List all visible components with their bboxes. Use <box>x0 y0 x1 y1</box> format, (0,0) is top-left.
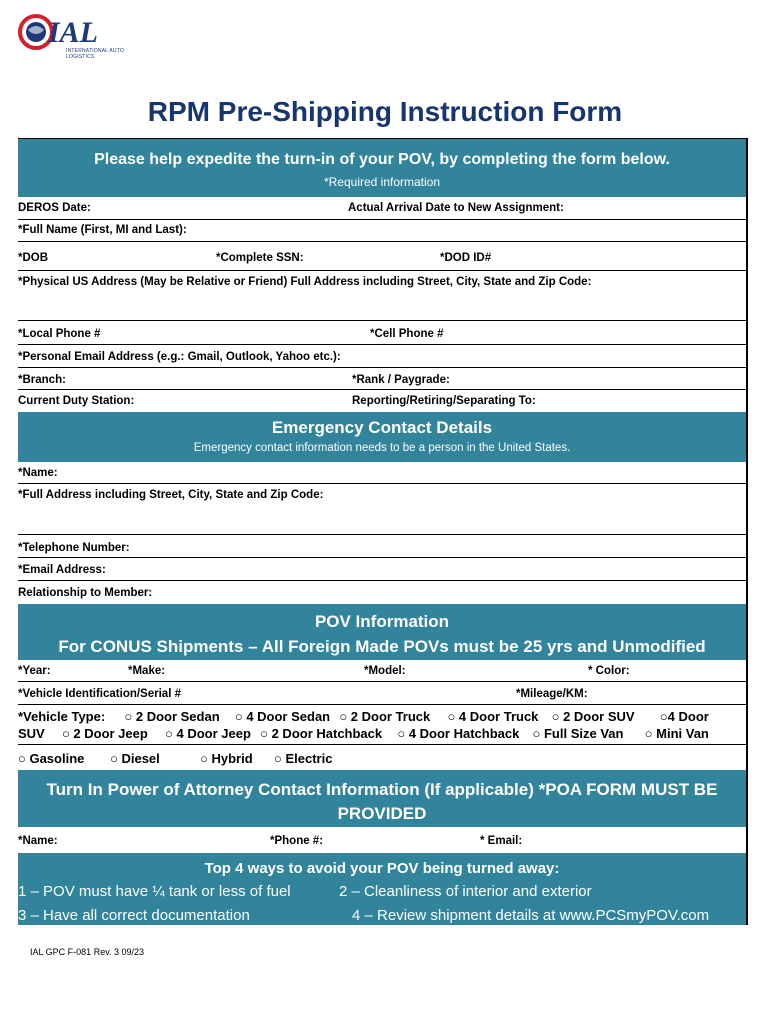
type-4-door-truck[interactable]: ○ 4 Door Truck <box>447 709 539 724</box>
deros-label: DEROS Date: <box>18 202 91 214</box>
fuel-hybrid[interactable]: ○ Hybrid <box>200 751 253 766</box>
emergency-phone-label: *Telephone Number: <box>18 542 130 554</box>
type-2-door-sedan[interactable]: ○ 2 Door Sedan <box>124 709 220 724</box>
poa-title-line-2: PROVIDED <box>337 804 427 823</box>
arrival-label: Actual Arrival Date to New Assignment: <box>348 202 564 214</box>
dob-label: *DOB <box>18 252 49 264</box>
row-email <box>18 345 746 368</box>
tips-title: Top 4 ways to avoid your POV being turned away: <box>204 860 560 877</box>
emergency-name-label: *Name: <box>18 467 58 479</box>
local-phone-label: *Local Phone # <box>18 328 101 340</box>
relationship-label: Relationship to Member: <box>18 587 153 599</box>
row-poa <box>18 827 746 853</box>
color-label: * Color: <box>588 665 630 677</box>
row-fuel <box>18 745 746 770</box>
row-duty <box>18 390 746 412</box>
emergency-address-label: *Full Address including Street, City, State and Zip Code: <box>18 489 324 501</box>
pov-subtitle: For CONUS Shipments – All Foreign Made POVs must be 25 yrs and Unmodified <box>58 637 706 656</box>
address-label: *Physical US Address (May be Relative or Friend) Full Address including Street, City, State and Zip Code: <box>18 276 592 288</box>
row-emergency-email <box>18 558 746 581</box>
row-phones <box>18 321 746 345</box>
make-label: *Make: <box>128 665 166 677</box>
type-4-door-sedan[interactable]: ○ 4 Door Sedan <box>234 709 331 724</box>
emergency-title: Emergency Contact Details <box>271 418 493 437</box>
fuel-electric[interactable]: ○ Electric <box>274 751 333 766</box>
emergency-subtitle: Emergency contact information needs to be a person in the United States. <box>193 442 571 454</box>
ssn-label: *Complete SSN: <box>216 252 304 264</box>
type-2-door-hatchback[interactable]: ○ 2 Door Hatchback <box>260 726 383 741</box>
poa-banner <box>18 770 746 827</box>
row-emergency-phone <box>18 535 746 558</box>
row-year <box>18 660 746 682</box>
type-2-door-suv[interactable]: ○ 2 Door SUV <box>551 709 635 724</box>
poa-name-label: *Name: <box>18 835 58 847</box>
row-emergency-name <box>18 462 746 484</box>
type-4-door-hatchback[interactable]: ○ 4 Door Hatchback <box>397 726 520 741</box>
type-2-door-jeep[interactable]: ○ 2 Door Jeep <box>61 726 148 741</box>
vin-label: *Vehicle Identification/Serial # <box>18 688 181 700</box>
row-vin <box>18 682 746 705</box>
page-title: RPM Pre-Shipping Instruction Form <box>147 96 623 127</box>
tip-1: 1 – POV must have ¼ tank or less of fuel <box>18 883 291 900</box>
year-label: *Year: <box>18 665 51 677</box>
tip-3: 3 – Have all correct documentation <box>18 907 250 924</box>
fuel-diesel[interactable]: ○ Diesel <box>110 751 160 766</box>
full-name-label: *Full Name (First, MI and Last): <box>18 224 187 236</box>
type-2-door-truck[interactable]: ○ 2 Door Truck <box>339 709 431 724</box>
reporting-label: Reporting/Retiring/Separating To: <box>352 395 536 407</box>
pov-title: POV Information <box>314 612 450 631</box>
type-4-door-suv[interactable]: ○4 Door <box>659 709 709 724</box>
row-emergency-address <box>18 484 746 535</box>
required-note: *Required information <box>323 175 441 189</box>
intro-line-1: Please help expedite the turn-in of your POV, by completing the form below. <box>94 151 670 168</box>
intro-banner <box>18 139 746 197</box>
poa-phone-label: *Phone #: <box>270 835 324 847</box>
row-address <box>18 271 746 321</box>
cell-phone-label: *Cell Phone # <box>370 328 444 340</box>
form-revision: IAL GPC F-081 Rev. 3 09/23 <box>30 947 145 957</box>
row-relationship <box>18 581 746 604</box>
pov-banner <box>18 604 746 660</box>
row-branch <box>18 368 746 390</box>
tip-2: 2 – Cleanliness of interior and exterior <box>339 883 592 900</box>
row-dob <box>18 242 746 271</box>
vehicle-type-label: *Vehicle Type: <box>18 709 106 724</box>
model-label: *Model: <box>364 665 406 677</box>
form-table <box>18 138 748 925</box>
type-full-size-van[interactable]: ○ Full Size Van <box>532 726 624 741</box>
ial-logo <box>18 8 128 60</box>
rank-label: *Rank / Paygrade: <box>352 374 450 386</box>
type-mini-van[interactable]: ○ Mini Van <box>644 726 709 741</box>
dod-label: *DOD ID# <box>440 252 492 264</box>
email-label: *Personal Email Address (e.g.: Gmail, Outlook, Yahoo etc.): <box>18 351 341 363</box>
tip-4: 4 – Review shipment details at www.PCSmyPOV.com <box>352 907 710 924</box>
poa-title-line-1: Turn In Power of Attorney Contact Information (If applicable) *POA FORM MUST BE <box>46 780 718 799</box>
type-4-door-jeep[interactable]: ○ 4 Door Jeep <box>165 726 251 741</box>
fuel-gasoline[interactable]: ○ Gasoline <box>18 751 85 766</box>
mileage-label: *Mileage/KM: <box>516 688 588 700</box>
row-full-name <box>18 220 746 242</box>
poa-email-label: * Email: <box>480 835 523 847</box>
type-suv-continued: SUV <box>18 726 45 741</box>
tips-banner <box>18 853 746 925</box>
row-vehicle-type <box>18 705 746 745</box>
branch-label: *Branch: <box>18 374 66 386</box>
logo-subtext: INTERNATIONAL AUTO LOGISTICS <box>66 48 124 60</box>
logo-text: IAL <box>48 16 99 49</box>
duty-station-label: Current Duty Station: <box>18 395 135 407</box>
emergency-email-label: *Email Address: <box>18 564 106 576</box>
emergency-banner <box>18 412 746 462</box>
row-deros <box>18 197 746 220</box>
